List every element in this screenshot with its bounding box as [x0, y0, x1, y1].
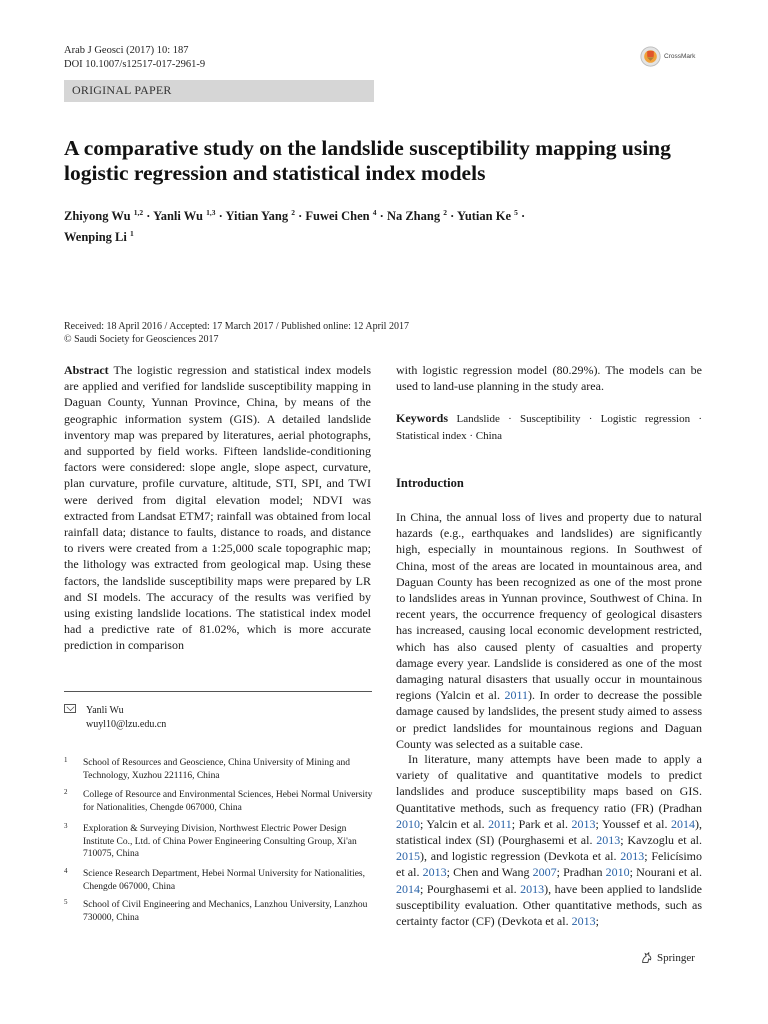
- author[interactable]: Na Zhang $^2$: [386, 208, 447, 224]
- abstract-label: Abstract: [64, 363, 109, 377]
- citation-link[interactable]: 2014: [670, 816, 695, 831]
- paragraph-text: ), and logistic regression (Devkota et al.: [420, 849, 621, 864]
- paragraph-text: ; Chen and Wang: [446, 865, 533, 880]
- abstract-continuation: with logistic regression model (80.29%). The models can be used to land-use planning in the study area.: [396, 363, 702, 394]
- springer-horse-icon: [640, 951, 654, 965]
- abstract: [64, 362, 371, 654]
- corresponding-email[interactable]: wuyl10@lzu.edu.cn: [86, 719, 167, 730]
- article-title: [64, 136, 714, 186]
- crossmark-label: CrossMark: [664, 52, 696, 60]
- doi[interactable]: DOI 10.1007/s12517-017-2961-9: [64, 59, 206, 70]
- envelope-icon: [64, 704, 76, 713]
- abstract-text: The logistic regression and statistical index models are applied and verified for landslide susceptibility mapping in Daguan County, Yunnan Province, China, by means of the geographic information system (GIS). A detailed landslide inventory map was prepared by literatures, aerial photographs, and supported by field works. Fifteen landslide-conditioning factors were considered: slope angle, slope aspect, curvature, plan curvature, profile curvature, altitude, STI, SPI, and TWI were derived from digital elevation model; NDVI was extracted from Landsat ETM7; rainfall was obtained from local rainfall data; distance to faults, distance to roads, and distance to rivers were created from a 1:25,000 scale topographic map; the lithology was extracted from geological map. Using these factors, the landslide susceptibility maps were prepared by LR and SI models. The accuracy of the results was verified by using existing landslide locations. The statistical index model had a predictive rate of 81.02%, which is more accurate prediction in comparison: [64, 363, 371, 653]
- copyright-line: © Saudi Society for Geosciences 2017: [64, 334, 219, 345]
- paragraph-text: In China, the annual loss of lives and property due to natural hazards (e.g., earthquakes and landslides) are significantly high, especially in mountainous regions. In Southwest of China, most of the areas are located in mountainous area, and Daguan County has been recognized as one of the most prone to landslides areas in Yunnan province, Southwest of China. In recent years, the occurrence frequency of geological disasters has increased, causing local economic development restricted, which has also caused plenty of casualties and property damage every year. Landslide is considered as one of the most damaging natural disasters that usually occur in mountainous regions (Yalcin et al.: [396, 510, 702, 703]
- introduction-paragraph-1: [396, 509, 702, 752]
- author[interactable]: Yitian Yang $^2$: [225, 208, 295, 224]
- paragraph-text: ;: [595, 914, 599, 929]
- introduction-paragraph-2: [396, 751, 702, 929]
- author-list: Zhiyong Wu $^{1,2}$ · Yanli Wu $^{1,3}$ · Yitian Yang $^2$ · Fuwei Chen $^4$ · Na Zhang $^2$ · Yutian Ke $^5$ · Wenping Li $^1$: [64, 208, 526, 245]
- author[interactable]: Yutian Ke $^5$: [456, 208, 518, 224]
- article-type: ORIGINAL PAPER: [72, 83, 172, 97]
- citation-link[interactable]: 2013: [571, 914, 596, 929]
- citation-link[interactable]: 2010: [396, 816, 420, 831]
- author[interactable]: Wenping Li $^1$: [64, 229, 134, 245]
- footnote-divider: [64, 691, 372, 692]
- paragraph-text: ; Pradhan: [556, 865, 606, 880]
- citation-link[interactable]: 2013: [571, 816, 596, 831]
- publication-dates: [64, 320, 714, 346]
- author[interactable]: Fuwei Chen $^4$: [305, 208, 377, 224]
- paragraph-text: ). In order to decrease the possible damage caused by landslides, the present study aimed to assess or predict landslides for mountainous regions and Daguan County was selected as a suitable case.: [396, 688, 702, 751]
- keywords-text: Landslide · Susceptibility · Logistic regression · Statistical index · China: [396, 413, 702, 443]
- springer-logo: [640, 951, 695, 965]
- keywords-label: Keywords: [396, 411, 448, 425]
- dates-line: Received: 18 April 2016 / Accepted: 17 March 2017 / Published online: 12 April 2017: [64, 321, 409, 332]
- citation-link[interactable]: 2013: [520, 881, 545, 896]
- journal-reference: Arab J Geosci (2017) 10: 187: [64, 45, 189, 56]
- title-line-1: A comparative study on the landslide susceptibility mapping using: [64, 136, 671, 160]
- paragraph-text: ; Nourani et al.: [629, 865, 703, 880]
- citation-link[interactable]: 2013: [596, 833, 621, 848]
- paragraph-text: ; Park et al.: [511, 816, 572, 831]
- citation-link[interactable]: 2011: [488, 816, 512, 831]
- paragraph-text: ), have been applied to landslide susceptibility evaluation. Other quantitative methods, such as certainty factor (CF) (Devkota et al.: [396, 881, 702, 929]
- paragraph-text: ; Youssef et al.: [595, 816, 671, 831]
- author[interactable]: Yanli Wu $^{1,3}$: [153, 208, 216, 224]
- corresponding-name: Yanli Wu: [86, 705, 124, 716]
- paragraph-text: ; Felicísimo et al.: [396, 849, 702, 880]
- paragraph-text: ), statistical index (SI) (Pourghasemi et al.: [396, 816, 702, 848]
- citation-link[interactable]: 2014: [396, 881, 420, 896]
- crossmark-icon: [640, 46, 661, 67]
- author[interactable]: Zhiyong Wu $^{1,2}$: [64, 208, 144, 224]
- springer-label: Springer: [657, 952, 695, 964]
- keywords: [396, 410, 702, 444]
- citation-link[interactable]: 2011: [504, 688, 529, 703]
- citation-link[interactable]: 2010: [605, 865, 630, 880]
- introduction-heading: Introduction: [396, 476, 464, 490]
- article-type-band: [64, 80, 374, 102]
- citation-link[interactable]: 2013: [422, 865, 447, 880]
- paragraph-text: ; Pourghasemi et al.: [420, 881, 521, 896]
- citation-link[interactable]: 2013: [620, 849, 645, 864]
- title-line-2: logistic regression and statistical index models: [64, 161, 486, 185]
- citation-link[interactable]: 2015: [396, 849, 420, 864]
- paragraph-text: ; Kavzoglu et al.: [620, 833, 702, 848]
- crossmark-badge[interactable]: [640, 44, 706, 68]
- paragraph-text: In literature, many attempts have been made to apply a variety of qualitative and quantitative models to predict landslides and produce susceptibility maps based on GIS. Quantitative methods, such as frequency ratio (FR) (Pradhan: [396, 752, 702, 815]
- paragraph-text: ; Yalcin et al.: [420, 816, 489, 831]
- citation-link[interactable]: 2007: [532, 865, 557, 880]
- corresponding-author: [64, 704, 167, 730]
